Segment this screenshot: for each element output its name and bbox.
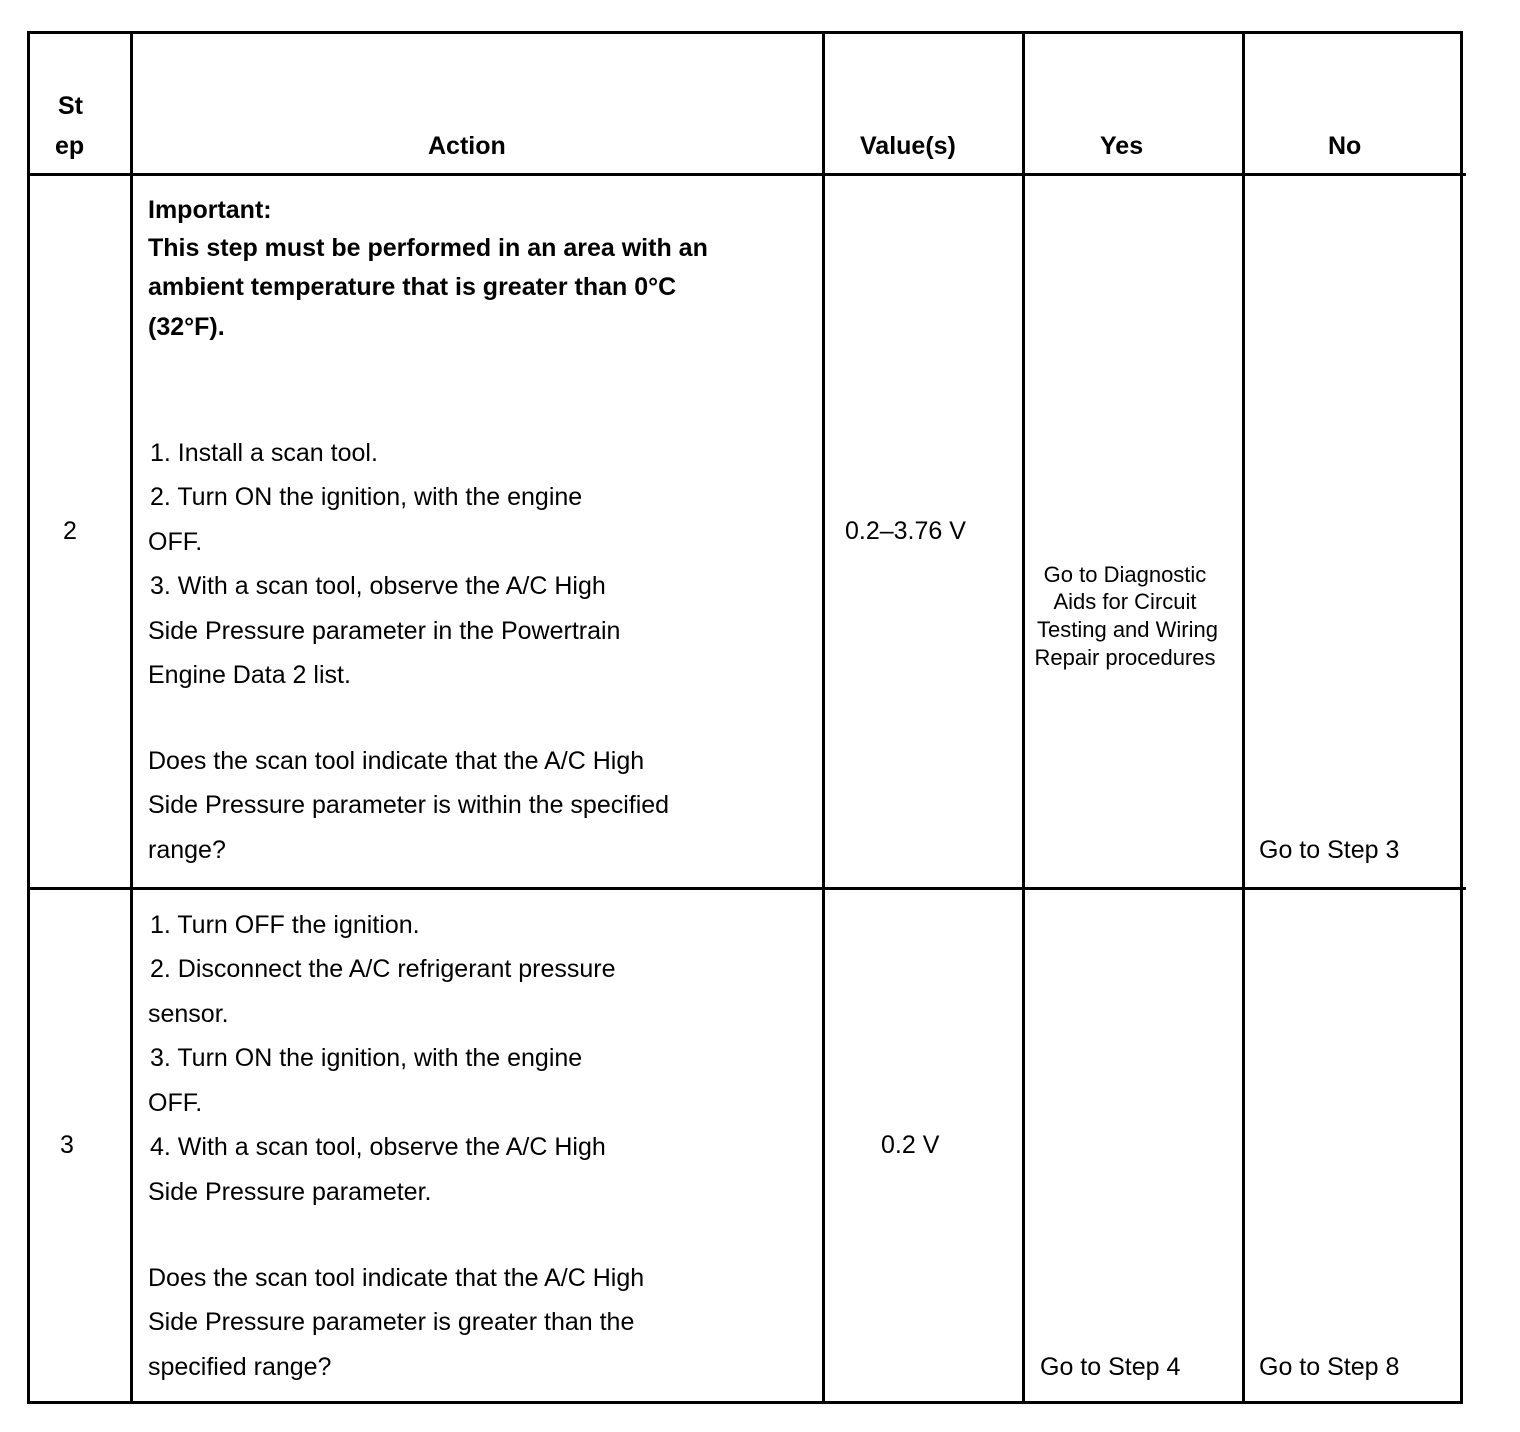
action-line: Side Pressure parameter in the Powertrain — [148, 617, 621, 645]
question-line: specified range? — [148, 1353, 332, 1381]
value-cell: 0.2–3.76 V — [845, 517, 966, 545]
important-text: ambient temperature that is greater than 0°C — [148, 273, 677, 301]
header-step-line1: St — [58, 92, 83, 120]
column-divider — [1022, 34, 1025, 1401]
yes-line: Go to Diagnostic — [1043, 562, 1207, 587]
action-line: sensor. — [148, 1000, 229, 1028]
column-divider — [130, 34, 133, 1401]
row-divider — [30, 173, 1466, 176]
header-step-line2: ep — [55, 132, 85, 160]
important-label: Important: — [148, 196, 272, 224]
action-line: Engine Data 2 list. — [148, 661, 351, 689]
yes-line: Repair procedures — [1034, 645, 1216, 670]
step-number: 2 — [63, 517, 77, 545]
action-line: 2. Disconnect the A/C refrigerant pressure — [150, 955, 616, 983]
action-line: 1. Install a scan tool. — [150, 439, 378, 467]
action-line: 4. With a scan tool, observe the A/C High — [150, 1133, 606, 1161]
header-action: Action — [428, 132, 506, 160]
yes-line: Aids for Circuit — [1053, 589, 1197, 614]
question-line: Side Pressure parameter is greater than the — [148, 1308, 635, 1336]
action-line: 3. With a scan tool, observe the A/C High — [150, 572, 606, 600]
value-cell: 0.2 V — [881, 1131, 940, 1159]
question-line: Does the scan tool indicate that the A/C High — [148, 1264, 645, 1292]
no-cell: Go to Step 8 — [1259, 1353, 1400, 1381]
column-divider — [1242, 34, 1245, 1401]
action-line: OFF. — [148, 528, 203, 556]
header-values: Value(s) — [860, 132, 956, 160]
question-line: range? — [148, 836, 226, 864]
action-line: OFF. — [148, 1089, 203, 1117]
yes-line: Testing and Wiring — [1037, 617, 1218, 642]
important-text: This step must be performed in an area with an — [148, 234, 708, 262]
action-line: 1. Turn OFF the ignition. — [150, 911, 420, 939]
question-line: Does the scan tool indicate that the A/C High — [148, 747, 645, 775]
yes-cell: Go to Step 4 — [1040, 1353, 1181, 1381]
header-no: No — [1328, 132, 1362, 160]
question-line: Side Pressure parameter is within the specified — [148, 791, 670, 819]
row-divider — [30, 887, 1466, 890]
action-line: 3. Turn ON the ignition, with the engine — [150, 1044, 583, 1072]
action-line: Side Pressure parameter. — [148, 1178, 432, 1206]
no-cell: Go to Step 3 — [1259, 836, 1400, 864]
header-yes: Yes — [1100, 132, 1144, 160]
action-line: 2. Turn ON the ignition, with the engine — [150, 483, 583, 511]
important-text: (32°F). — [148, 313, 225, 341]
step-number: 3 — [60, 1131, 74, 1159]
column-divider — [822, 34, 825, 1401]
